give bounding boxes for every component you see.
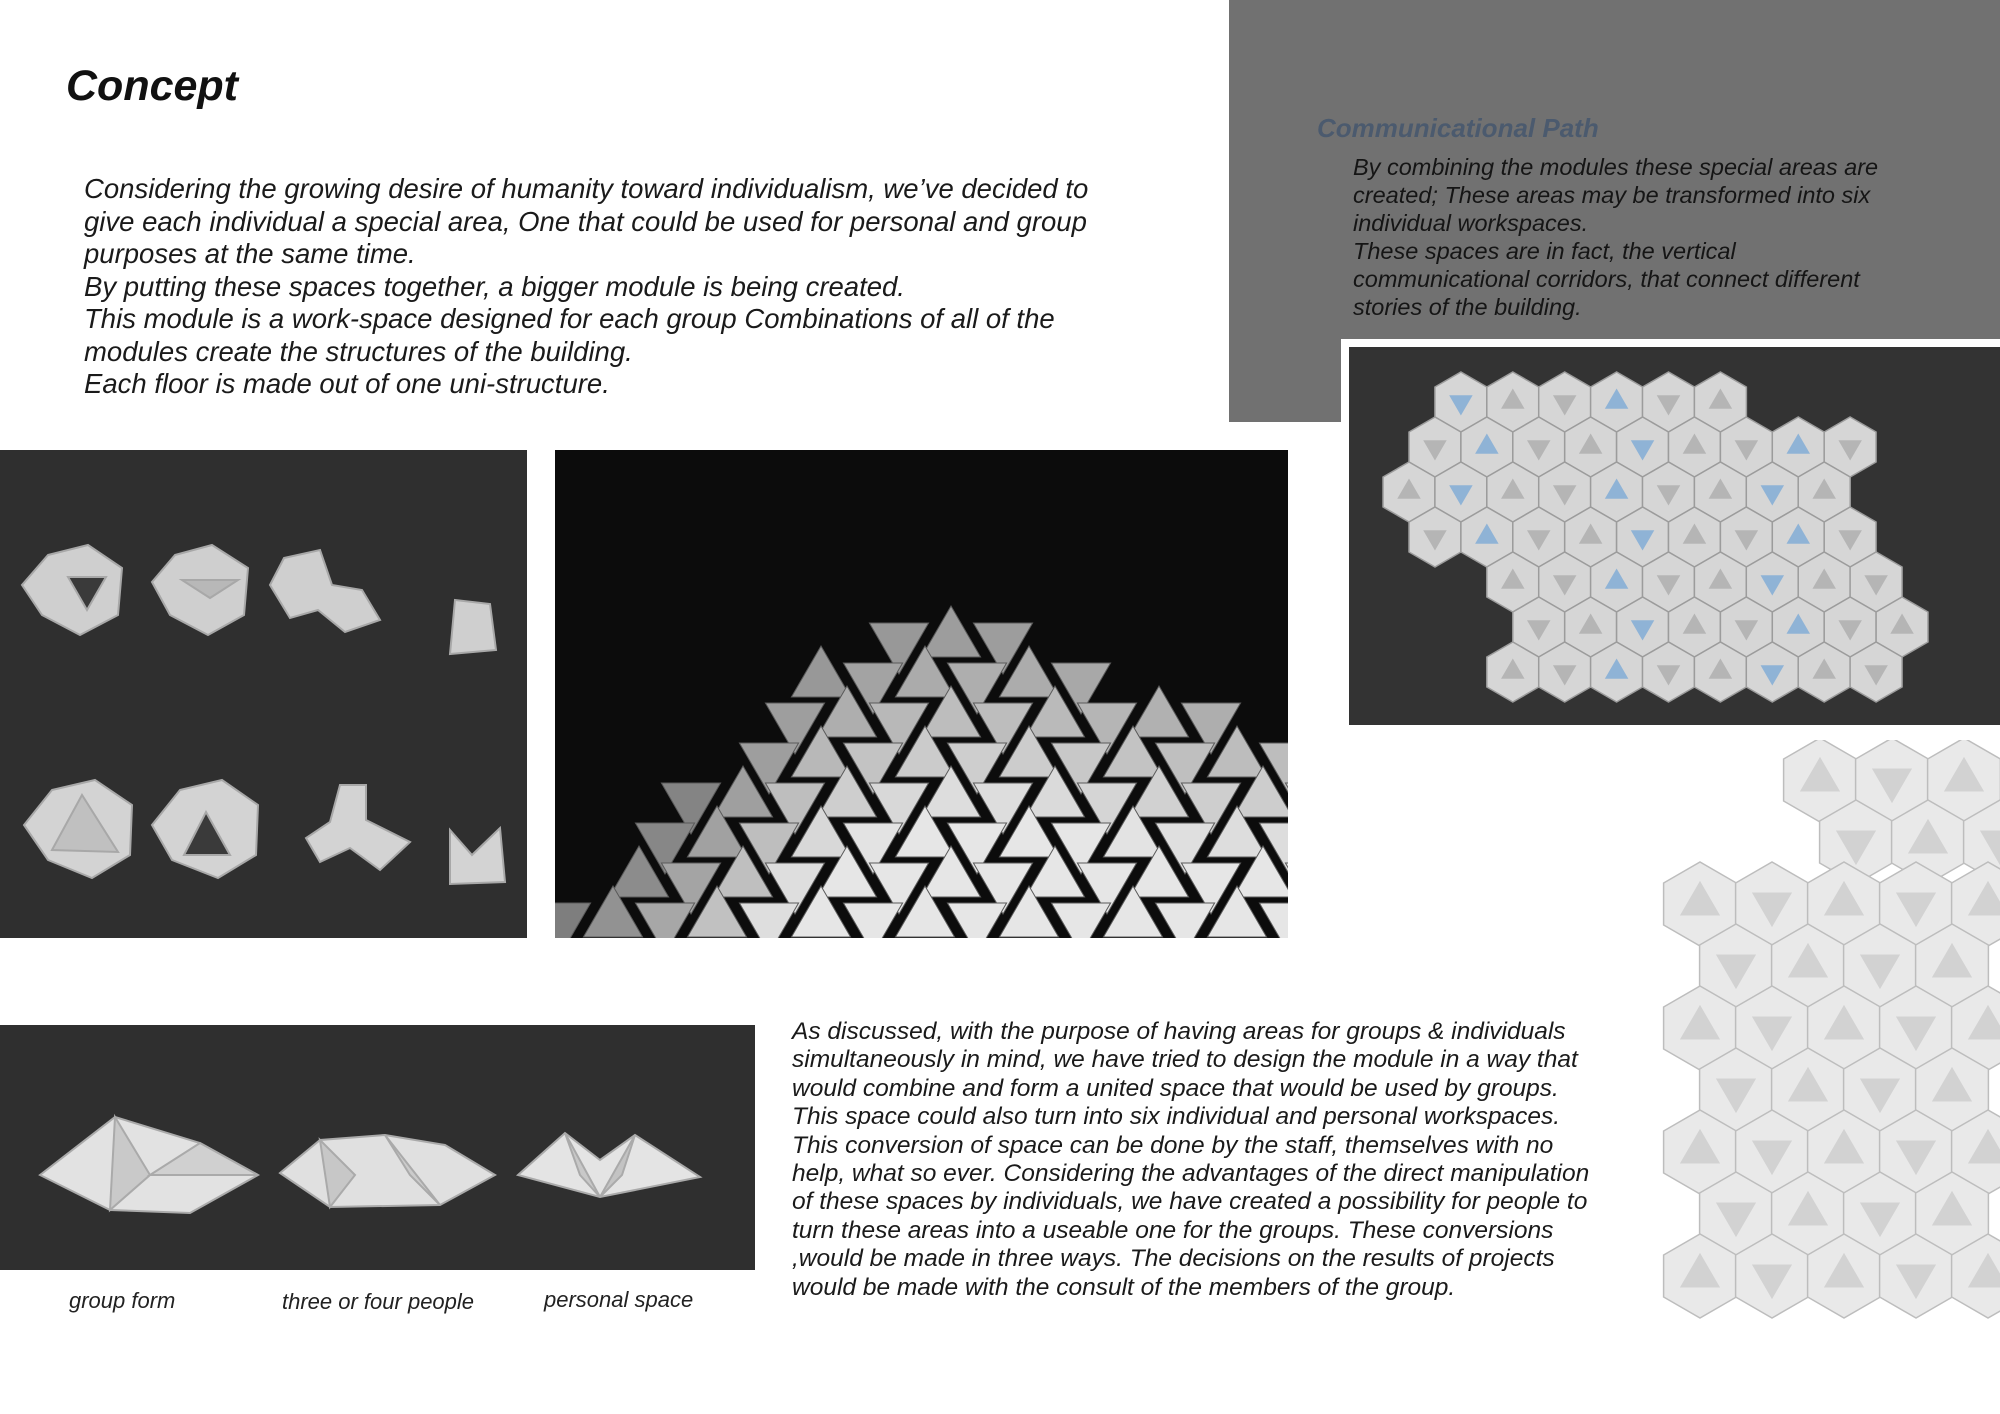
hexagonal-tessellation-photo (1349, 347, 2000, 725)
communication-line: communicational corridors, that connect different (1353, 266, 1860, 292)
communication-line: individual workspaces. (1353, 210, 1589, 236)
origami-module-parts-photo (0, 450, 527, 938)
discussion-line: would combine and form a united space that would be used by groups. (792, 1074, 1559, 1102)
intro-line: Considering the growing desire of humanity toward individualism, we’ve decided to (84, 173, 1089, 204)
intro-line: By putting these spaces together, a bigger module is being created. (84, 270, 905, 302)
discussion-line: of these spaces by individuals, we have created a possibility for people to (792, 1188, 1588, 1216)
intro-line: purposes at the same time. (84, 238, 416, 269)
communication-line: By combining the modules these special areas are (1353, 154, 1879, 180)
discussion-line: This space could also turn into six individual and personal workspaces. (792, 1103, 1561, 1131)
discussion-line: This conversion of space can be done by the staff, themselves with no (792, 1131, 1554, 1159)
folded-paper-landscape-photo (555, 450, 1288, 938)
communication-title: Communicational Path (1317, 113, 1599, 143)
white-origami-cluster-photo (1640, 740, 2000, 1330)
discussion-paragraph (792, 1018, 1589, 1302)
page-title: Concept (66, 62, 238, 110)
caption-group-form: group form (69, 1288, 176, 1313)
intro-line: This module is a work-space designed for each group Combinations of all of the (84, 303, 1055, 334)
discussion-line: As discussed, with the purpose of having areas for groups & individuals (792, 1018, 1566, 1045)
communication-line: stories of the building. (1353, 294, 1582, 320)
discussion-line: help, what so ever. Considering the advantages of the direct manipulation (792, 1160, 1590, 1188)
discussion-line: would be made with the consult of the members of the group. (792, 1273, 1456, 1301)
three-forms-photo (0, 1025, 755, 1270)
discussion-line: turn these areas into a useable one for the groups. These conversions (792, 1216, 1554, 1244)
caption-three-or-four: three or four people (282, 1289, 475, 1314)
communication-text (1353, 153, 1878, 321)
discussion-line: simultaneously in mind, we have tried to design the module in a way that (792, 1046, 1578, 1074)
intro-paragraph (84, 173, 1164, 401)
intro-line: give each individual a special area, One that could be used for personal and group (84, 205, 1087, 237)
communication-line: created; These areas may be transformed into six (1353, 182, 1871, 208)
discussion-line: ,would be made in three ways. The decisions on the results of projects (792, 1245, 1555, 1273)
intro-line: modules create the structures of the building. (84, 335, 633, 367)
communication-line: These spaces are in fact, the vertical (1353, 238, 1736, 264)
intro-line: Each floor is made out of one uni-structure. (84, 368, 610, 399)
caption-personal-space: personal space (544, 1287, 694, 1312)
